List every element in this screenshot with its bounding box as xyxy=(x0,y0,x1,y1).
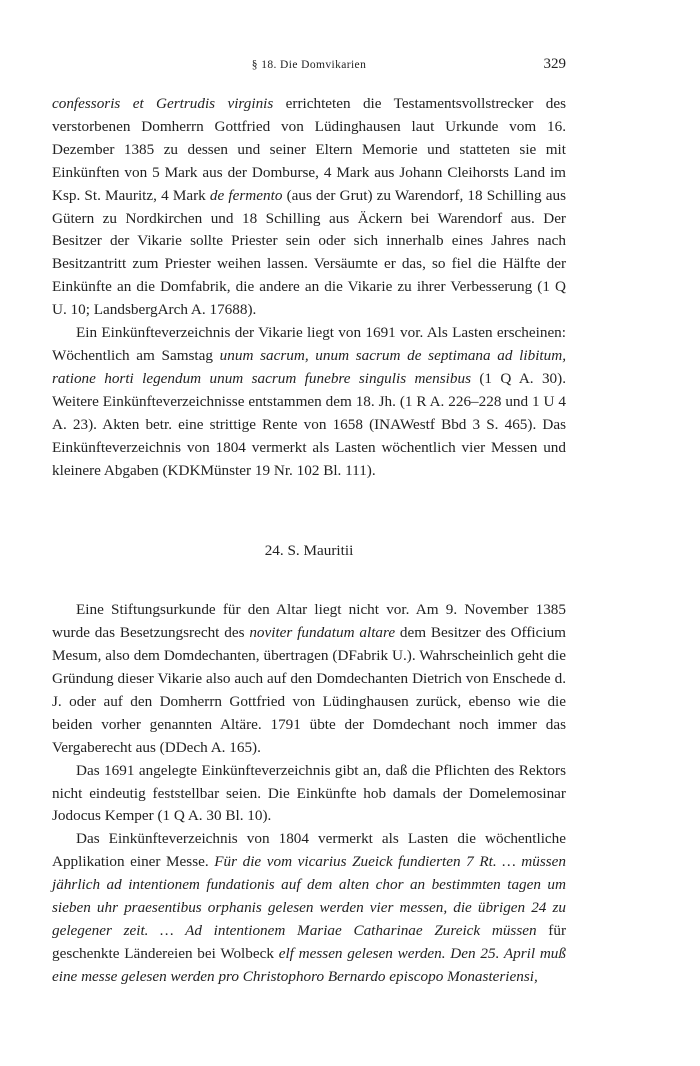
running-head xyxy=(52,56,566,78)
latin-phrase: unum sacrum, unum sacrum de septimana ad libitum, ratione horti legendum unum sacrum funebre singulis mensibus xyxy=(52,346,566,387)
text-run: errichteten die Testamentsvollstrecker des verstorbenen Domherrn Gottfried von Lüdinghausen laut Urkunde vom 16. Dezember 1385 zu dessen und seiner Eltern Memorie und statteten sie mit Einkünften von 5 Mark aus der Domburse, 4 Mark aus Johann Cleihorsts Land im Ksp. St. Mauritz, 4 Mark xyxy=(52,95,567,204)
text-run: Ein Einkünfteverzeichnis der Vikarie liegt von 1691 vor. Als Lasten erscheinen: Wöchentlich am Samstag xyxy=(52,324,566,364)
latin-phrase: confessoris et Gertrudis virginis xyxy=(52,95,274,112)
text-run: (aus der Grut) zu Warendorf, 18 Schilling aus Gütern zu Nordkirchen und 18 Schilling aus Äckern bei Warendorf aus. Der Besitzer der Vikarie sollte Priester sein oder sich innerhalb eines Jahres nach Besitzantritt zum Priester weihen lassen. Versäumte er das, so fiel die Hälfte der Einkünfte an die Domfabrik, die andere an die Vikarie zu ihrer Verbesserung (1 Q U. 10; LandsbergArch A. 17688). xyxy=(52,186,567,319)
paragraph xyxy=(52,93,566,322)
latin-phrase: de fermento xyxy=(209,186,283,204)
text-run: (1 Q A. 30). Weitere Einkünfteverzeichnisse entstammen dem 18. Jh. (1 R A. 226–228 und 1 U 4 A. 23). Akten betr. eine strittige Rente von 1658 (INAWestf Bbd 3 S. 465). Das Einkünfteverzeichnis von 1804 vermerkt als Lasten wöchentlich vier Messen und kleinere Abgaben (KDKMünster 19 Nr. 102 Bl. 111). xyxy=(52,369,566,479)
body-text xyxy=(52,93,566,989)
section-heading: 24. S. Mauritii xyxy=(264,542,354,560)
text-run: dem Besitzer des Officium Mesum, also dem Domdechanten, übertragen (DFabrik U.). Wahrscheinlich geht die Gründung dieser Vikarie also auch auf den Domdechanten Dietrich von Enschede d. J. oder auf den Domherrn Gottfried von Lüdinghausen zurück, ebenso wie die beiden vorher genannten Altäre. 1791 übte der Domdechant noch immer das Vergaberecht aus (DDech A. 165). xyxy=(52,624,566,756)
latin-phrase: noviter fundatum altare xyxy=(249,624,396,642)
text-run: für geschenkte Ländereien bei Wolbeck xyxy=(52,922,566,962)
paragraph xyxy=(52,322,566,482)
text-run: Eine Stiftungsurkunde für den Altar liegt nicht vor. Am 9. November 1385 wurde das Besetzungsrecht des xyxy=(52,601,566,642)
paragraph xyxy=(52,760,566,829)
paragraph xyxy=(52,828,566,988)
running-title: § 18. Die Domvikarien xyxy=(251,59,367,71)
text-run: Das Einkünfteverzeichnis von 1804 vermerkt als Lasten die wöchentliche Applikation einer Messe. xyxy=(52,830,566,871)
quotation: elf messen gelesen werden. Den 25. April muß eine messe gelesen werden pro Christophoro Bernardo episcopo Monasteriensi, xyxy=(52,944,566,985)
quotation: Für die vom vicarius Zueick fundierten 7 Rt. … müssen jährlich ad intentionem fundationis auf dem alten chor an bestimmten tagen um sieben uhr praesentibus orphanis gelesen werden vier messen, die übrigen 24 zu gelegener zeit. … Ad intentionem Mariae Catharinae Zureick müssen xyxy=(52,853,567,939)
paragraph xyxy=(52,599,566,759)
page-number: 329 xyxy=(543,56,566,72)
text-run: Das 1691 angelegte Einkünfteverzeichnis gibt an, daß die Pflichten des Rektors nicht eindeutig feststellbar seien. Die Einkünfte hob damals der Domelemosinar Jodocus Kemper (1 Q A. 30 Bl. 10). xyxy=(52,761,566,825)
